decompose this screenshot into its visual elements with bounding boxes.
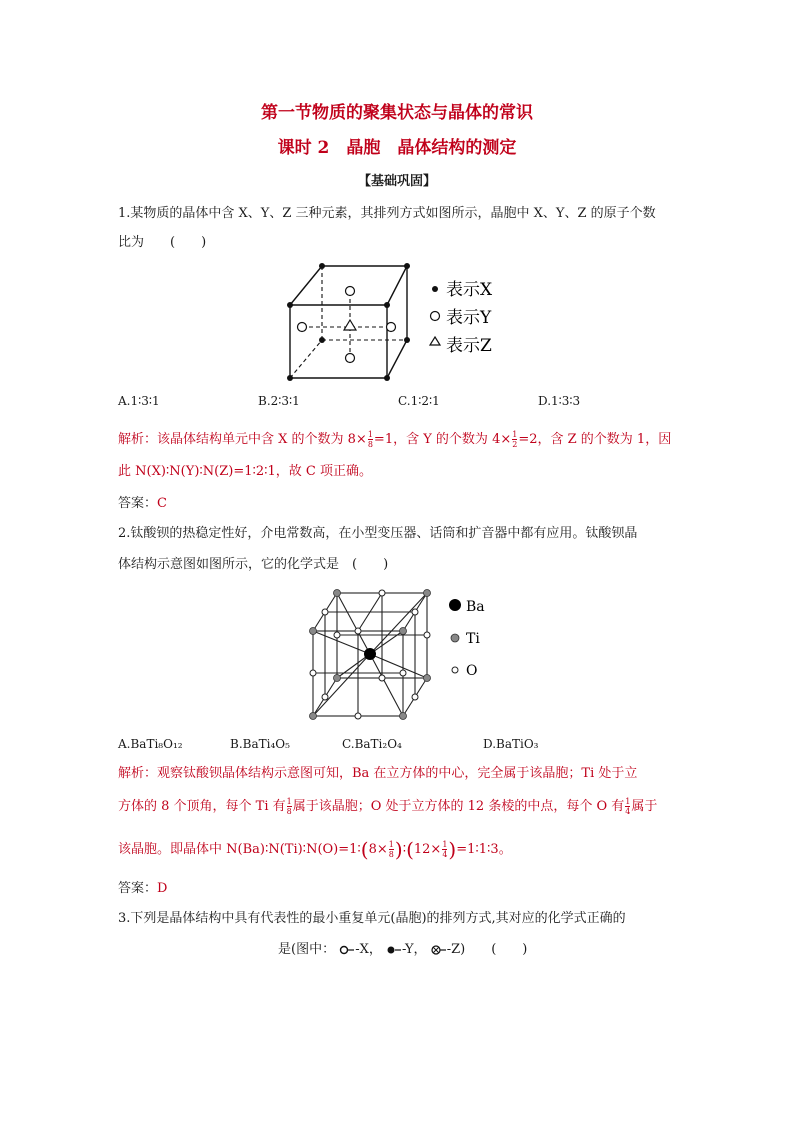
q1-legend-y-marker xyxy=(431,312,440,321)
q2-o-atom xyxy=(355,628,361,634)
q1-x-atom xyxy=(287,375,293,381)
q1-legend-y: 表示Y xyxy=(446,308,492,328)
q1-stem-line1: 1.某物质的晶体中含 X、Y、Z 三种元素，其排列方式如图所示，晶胞中 X、Y、Z 的原子个数 xyxy=(118,206,656,221)
q2-o-atom xyxy=(379,590,385,596)
q1-edge-top-right xyxy=(387,266,407,305)
q1-crystal-cube xyxy=(270,258,520,388)
q1-x-atom xyxy=(384,302,390,308)
z-atom-key-icon xyxy=(431,945,447,955)
q2-ti-atom xyxy=(424,590,431,597)
page-title: 第一节物质的聚集状态与晶体的常识 xyxy=(261,103,533,123)
q2-o-atom xyxy=(322,609,328,615)
q1-x-atom xyxy=(287,302,293,308)
q1-legend-z-marker xyxy=(430,337,440,345)
q1-x-atom xyxy=(384,375,390,381)
q1-fraction: $\frac{1}{2}$ xyxy=(512,430,518,449)
q1-stem-line2: 比为 ( ) xyxy=(118,235,207,250)
q1-analysis-line1: 解析：该晶体结构单元中含 X 的个数为 8× $\frac{1}{8}$ =1，含 Y 的个数为 4× $\frac{1}{2}$ =2，含 Z 的个数为 1，因 xyxy=(118,430,672,449)
q2-o-atom xyxy=(379,675,385,681)
q1-legend-x-marker xyxy=(432,286,438,292)
q1-x-atom xyxy=(319,263,325,269)
q2-ti-atom xyxy=(400,713,407,720)
q1-option-b[interactable]: B.2∶3∶1 xyxy=(258,394,300,408)
q2-answer: 答案：D xyxy=(118,881,168,896)
q2-legend-ba: Ba xyxy=(466,599,485,615)
x-atom-key-icon xyxy=(339,945,355,955)
q2-legend-ti-marker xyxy=(451,634,459,642)
q1-option-d[interactable]: D.1∶3∶3 xyxy=(538,394,581,408)
q1-answer: 答案：C xyxy=(118,496,167,511)
q2-fraction: $\frac{1}{8}$ xyxy=(388,840,394,859)
q2-o-atom xyxy=(322,694,328,700)
q2-ti-atom xyxy=(310,628,317,635)
q2-ti-atom xyxy=(400,628,407,635)
q2-stem-line2: 体结构示意图如图所示，它的化学式是 ( ) xyxy=(118,557,389,572)
q1-analysis-line2: 此 N(X)∶N(Y)∶N(Z)=1∶2∶1，故 C 项正确。 xyxy=(118,464,373,479)
q2-o-atom xyxy=(310,670,316,676)
q2-o-atom xyxy=(412,694,418,700)
q2-ti-atom xyxy=(334,675,341,682)
q2-o-atom xyxy=(424,632,430,638)
q1-fraction: $\frac{1}{8}$ xyxy=(367,430,373,449)
q1-hidden-edge-bottom-left xyxy=(290,340,322,378)
q2-option-c[interactable]: C.BaTi₂O₄ xyxy=(342,737,402,751)
q1-y-atom xyxy=(346,287,355,296)
q2-ti-atom xyxy=(424,675,431,682)
q2-o-atom xyxy=(355,713,361,719)
q1-edge-top-left xyxy=(290,266,322,305)
q2-o-atom xyxy=(334,632,340,638)
q1-y-atom xyxy=(387,323,396,332)
q1-legend-x: 表示X xyxy=(446,280,493,300)
q1-legend-z: 表示Z xyxy=(446,336,492,356)
q2-fraction: $\frac{1}{4}$ xyxy=(625,797,631,816)
q2-legend-ba-marker xyxy=(449,599,461,611)
page-subtitle: 课时 2 晶胞 晶体结构的测定 xyxy=(277,138,517,158)
q2-crystal-figure xyxy=(300,583,510,723)
y-atom-key-icon xyxy=(386,945,402,955)
q2-legend-o: O xyxy=(466,663,478,679)
q2-legend-ti: Ti xyxy=(466,631,480,647)
q2-ba-atom xyxy=(364,648,376,660)
q2-stem-line1: 2.钛酸钡的热稳定性好，介电常数高，在小型变压器、话筒和扩音器中都有应用。钛酸钡晶 xyxy=(118,526,638,541)
q2-option-d[interactable]: D.BaTiO₃ xyxy=(483,737,539,751)
q2-option-b[interactable]: B.BaTi₄O₅ xyxy=(230,737,290,751)
q2-analysis-line1: 解析：观察钛酸钡晶体结构示意图可知，Ba 在立方体的中心，完全属于该晶胞；Ti 处于立 xyxy=(118,766,638,781)
q2-ti-atom xyxy=(310,713,317,720)
q1-x-atom xyxy=(404,263,410,269)
q1-option-c[interactable]: C.1∶2∶1 xyxy=(398,394,440,408)
q2-legend-o-marker xyxy=(452,667,458,673)
section-heading: 【基础巩固】 xyxy=(357,174,436,189)
q2-o-atom xyxy=(412,609,418,615)
q1-x-atom xyxy=(319,337,325,343)
q2-option-a[interactable]: A.BaTi₈O₁₂ xyxy=(118,737,183,751)
q2-o-atom xyxy=(400,670,406,676)
q2-fraction: $\frac{1}{8}$ xyxy=(286,797,292,816)
q1-y-atom xyxy=(298,323,307,332)
q3-stem-line1: 3.下列是晶体结构中具有代表性的最小重复单元(晶胞)的排列方式,其对应的化学式正确的 xyxy=(118,911,626,926)
q1-y-atom xyxy=(346,354,355,363)
q2-fraction: $\frac{1}{4}$ xyxy=(442,840,448,859)
q2-analysis-line2: 方体的 8 个顶角，每个 Ti 有 $\frac{1}{8}$ 属于该晶胞；O 处于立方体的 12 条棱的中点，每个 O 有 $\frac{1}{4}$ 属于 xyxy=(118,797,658,816)
q1-option-a[interactable]: A.1∶3∶1 xyxy=(118,394,160,408)
q1-z-atom xyxy=(344,320,356,330)
q1-edge-bottom-right xyxy=(387,340,407,378)
q3-stem-line2: 是(图中： -X， -Y， -Z) ( ) xyxy=(278,942,528,957)
q2-ti-atom xyxy=(334,590,341,597)
q2-analysis-line3: 该晶胞。即晶体中 N(Ba)∶N(Ti)∶N(O)=1∶(8× $\frac{1}{8}$ )∶(12× $\frac{1}{4}$ )=1∶1∶3。 xyxy=(118,837,512,862)
q1-x-atom xyxy=(404,337,410,343)
